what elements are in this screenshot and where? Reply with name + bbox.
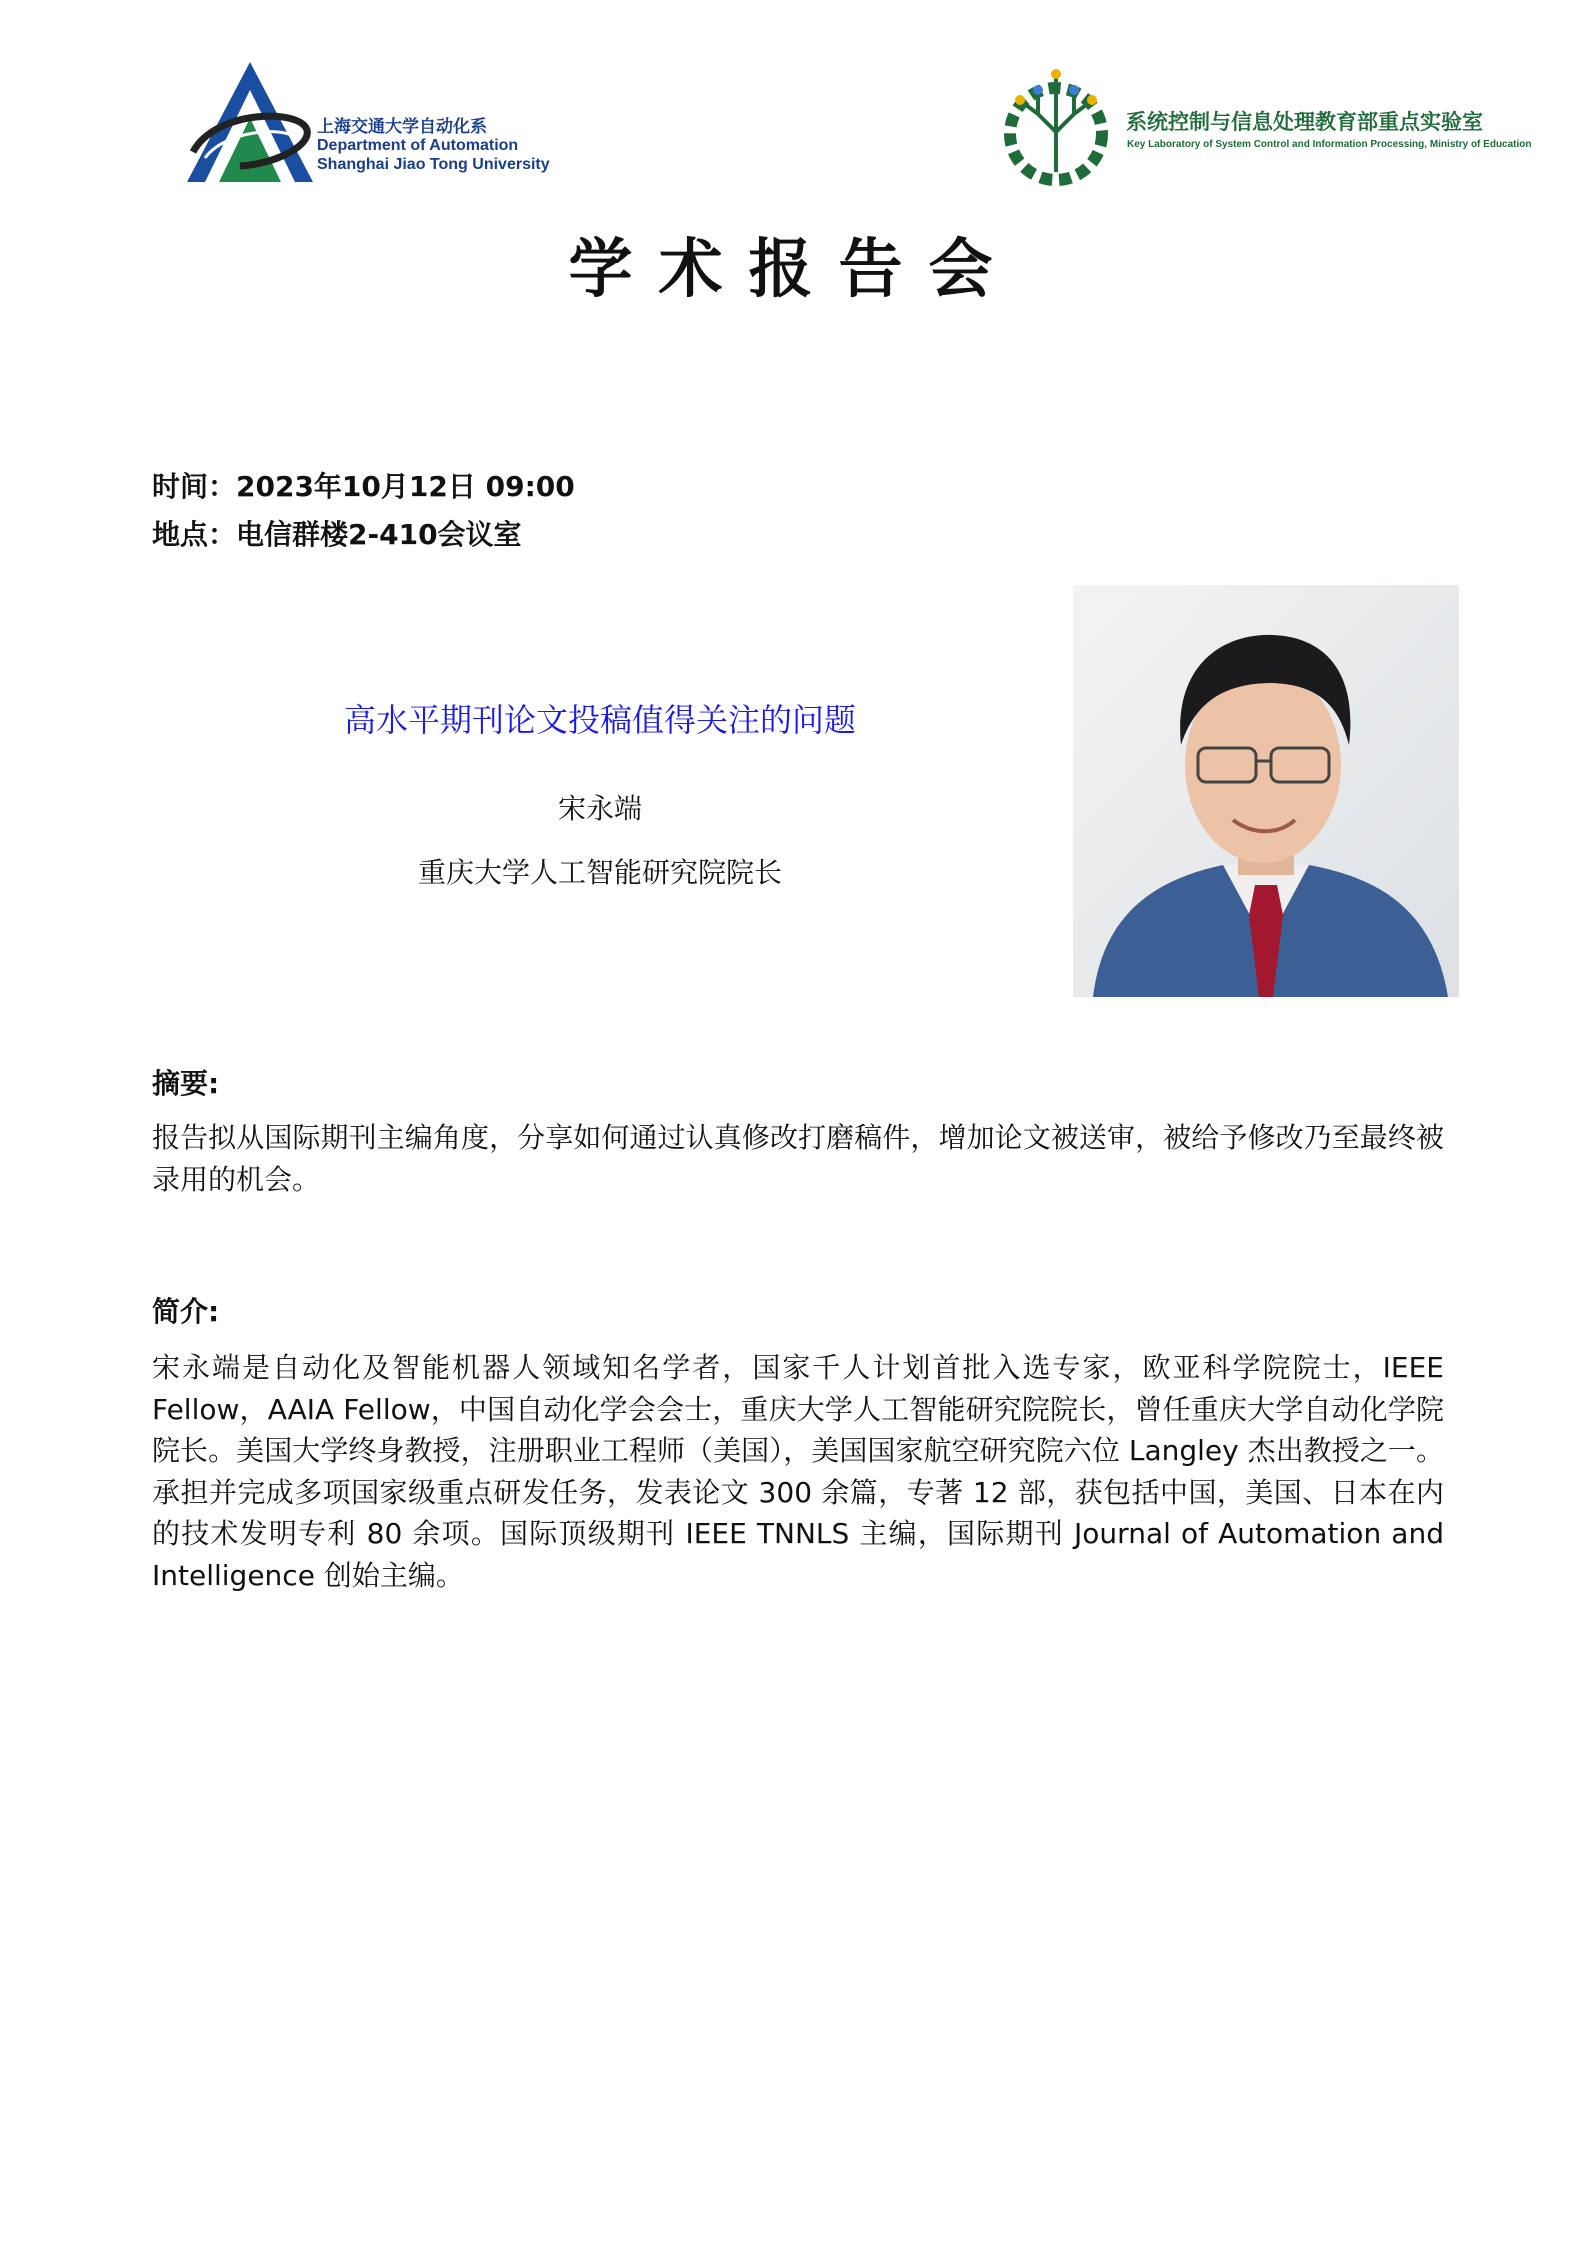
sjtu-name-cn: 上海交通大学自动化系 — [317, 117, 487, 137]
gear-circuit-logo-icon — [998, 62, 1116, 187]
sjtu-name-en-line2: Shanghai Jiao Tong University — [317, 156, 550, 173]
talk-title: 高水平期刊论文投稿值得关注的问题 — [343, 701, 856, 739]
bio-text: 宋永端是自动化及智能机器人领域知名学者，国家千人计划首批入选专家，欧亚科学院院士，IEEE Fellow，AAIA Fellow，中国自动化学会会士，重庆大学人工智能研究院院长，曾任重庆大学自动化学院院长。美国大学终身教授，注册职业工程师（美国），美国国家航空研究院六位 Langley 杰出教授之一。承担并完成多项国家级重点研发任务，发表论文 300 余篇，专著 12 部，获包括中国，美国、日本在内的技术发明专利 80 余项。国际顶级期刊 IEEE TNNLS 主编，国际期刊 Journal of Automation and Intelligence 创始主编。 — [152, 1351, 1444, 1592]
bio-heading: 简介: — [152, 1295, 220, 1328]
key-lab-logo — [998, 62, 1538, 192]
lab-name-en: Key Laboratory of System Control and Information Processing, Ministry of Education — [1127, 139, 1532, 150]
abstract-heading: 摘要: — [152, 1067, 220, 1100]
sjtu-name-en-line1: Department of Automation — [317, 137, 519, 154]
event-place: 地点：电信群楼2-410会议室 — [152, 518, 522, 551]
abstract-text: 报告拟从国际期刊主编角度，分享如何通过认真修改打磨稿件，增加论文被送审，被给予修改乃至最终被录用的机会。 — [152, 1121, 1444, 1196]
speaker-affiliation: 重庆大学人工智能研究院院长 — [417, 856, 782, 889]
speaker-photo-icon — [1073, 585, 1459, 997]
speaker-portrait — [1073, 585, 1459, 997]
event-time: 时间：2023年10月12日 09:00 — [152, 470, 575, 503]
lab-name-cn: 系统控制与信息处理教育部重点实验室 — [1126, 110, 1483, 134]
sjtu-triangle-logo-icon — [185, 60, 315, 185]
sjtu-department-logo — [185, 60, 585, 185]
speaker-name: 宋永端 — [557, 792, 642, 825]
page-title: 学术报告会 — [568, 232, 1019, 307]
